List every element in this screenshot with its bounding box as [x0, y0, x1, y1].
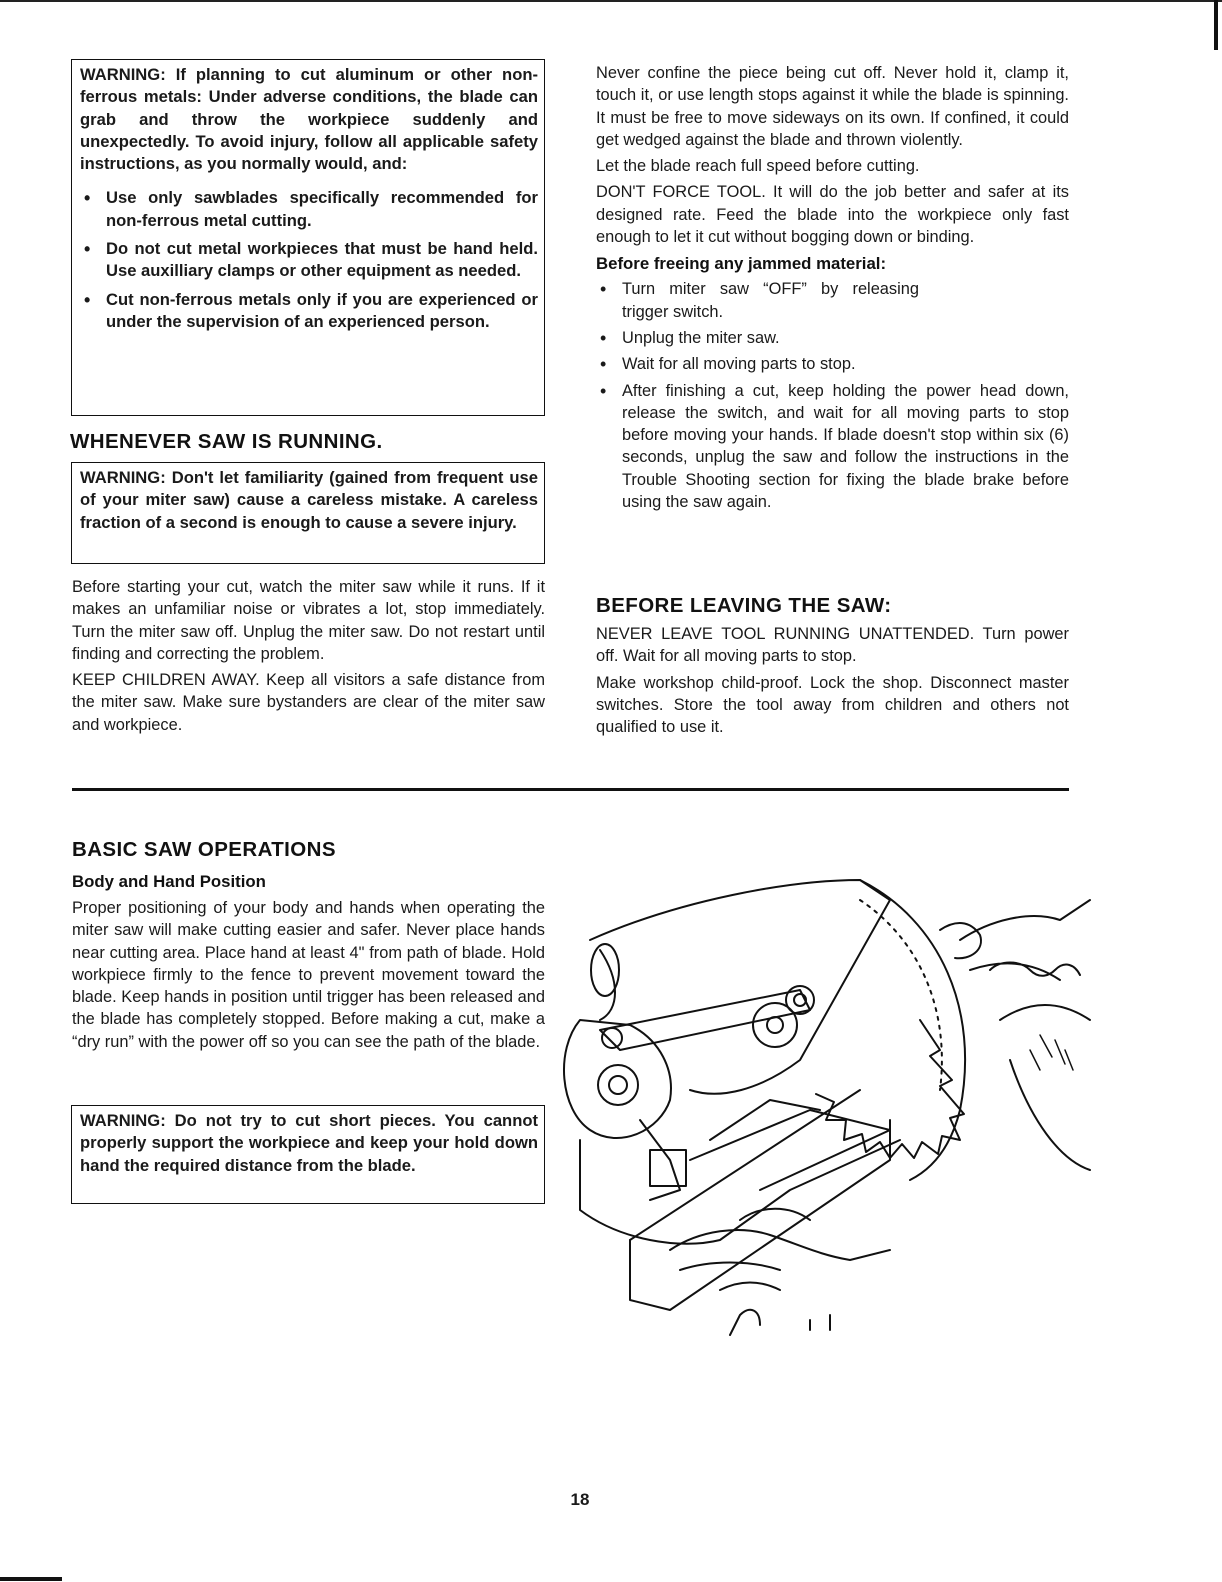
linkage-arm: [600, 990, 810, 1050]
whenever-running-heading: WHENEVER SAW IS RUNNING.: [70, 430, 383, 453]
warning-short-pieces-box: [71, 1105, 545, 1204]
saw-base: [580, 1140, 900, 1244]
list-item: • Wait for all moving parts to stop.: [596, 353, 1069, 375]
list-item: • After finishing a cut, keep holding the power head down, release the switch, and wait for all moving parts to stop before moving your hands. If blade doesn't stop within six (6) seconds, unplug the saw and follow the instructions in the Trouble Shooting section for fixing the blade brake before using the saw again.: [596, 380, 1069, 514]
warning-metals-list: [80, 187, 538, 333]
list-item: • Use only sawblades specifically recommended for non-ferrous metal cutting.: [80, 187, 538, 232]
right-forearm: [1000, 1005, 1090, 1170]
motor-housing: [564, 1020, 671, 1138]
blade-inner-arc: [860, 900, 942, 1090]
warning-metals-intro: WARNING: If planning to cut aluminum or other non-ferrous metals: Under adverse conditions, the blade can grab and throw the workpiece suddenly and unexpectedly. To avoid injury, follow all applicable safety instructions, as you normally would, and:: [80, 65, 538, 174]
running-para-2: KEEP CHILDREN AWAY. Keep all visitors a safe distance from the miter saw. Make sure bystanders are clear of the miter saw and workpiece.: [72, 671, 545, 734]
body-hand-para: Proper positioning of your body and hands when operating the miter saw will make cutting easier and safer. Never place hands near cutting area. Place hand at least 4" from path of blade. Hold workpiece firmly to the fence to prevent movement toward the blade. Keep hands in position until trigger has been released and the blade has completely stopped. Before making a cut, make a “dry run” with the power off so you can see the path of the blade.: [72, 899, 545, 1051]
page-number: 18: [570, 1490, 590, 1509]
fence: [690, 1110, 890, 1190]
before-leaving-heading: BEFORE LEAVING THE SAW:: [596, 594, 892, 617]
miter-saw-illustration: [560, 860, 1100, 1340]
leaving-para-2: Make workshop child-proof. Lock the shop. Disconnect master switches. Store the tool away from children and others not qualified to use it.: [596, 673, 1069, 737]
warning-familiarity-box: [71, 462, 545, 564]
running-para-1: Before starting your cut, watch the miter saw while it runs. If it makes an unfamiliar noise or vibrates a lot, stop immediately. Turn the miter saw off. Unplug the miter saw. Do not restart until finding and correcting the problem.: [72, 578, 545, 663]
leaving-para-1: NEVER LEAVE TOOL RUNNING UNATTENDED. Turn power off. Wait for all moving parts to stop.: [596, 625, 1069, 666]
top-rule: [0, 0, 1222, 2]
left-hand: [670, 1209, 890, 1270]
bottom-edge-mark: [0, 1577, 62, 1581]
section-divider: [72, 788, 1069, 791]
full-speed-para: Let the blade reach full speed before cutting.: [596, 157, 920, 176]
basic-ops-body: [72, 897, 545, 1053]
list-item: • Turn miter saw “OFF” by releasing trigger switch.: [596, 278, 1069, 323]
warning-short-pieces-text: WARNING: Do not try to cut short pieces. You cannot properly support the workpiece and keep your hold down hand the required distance from the blade.: [80, 1111, 538, 1175]
running-body: [72, 576, 545, 736]
list-item: • Unplug the miter saw.: [596, 327, 1069, 349]
basic-ops-heading: BASIC SAW OPERATIONS: [72, 838, 336, 861]
warning-familiarity-text: WARNING: Don't let familiarity (gained from frequent use of your miter saw) cause a careless mistake. A careless fraction of a second is enough to cause a severe injury.: [80, 468, 538, 532]
before-leaving-body: [596, 623, 1069, 738]
force-tool-para: DON'T FORCE TOOL. It will do the job better and safer at its designed rate. Feed the blade into the workpiece only fast enough to let it cut without bogging down or binding.: [596, 183, 1069, 247]
list-item: • Cut non-ferrous metals only if you are experienced or under the supervision of an experienced person.: [80, 289, 538, 334]
warning-metals-box: [71, 59, 545, 416]
jammed-list: [596, 278, 1069, 513]
jammed-heading: Before freeing any jammed material:: [596, 254, 887, 274]
list-item: • Do not cut metal workpieces that must be hand held. Use auxilliary clamps or other equipment as needed.: [80, 238, 538, 283]
right-column: [596, 62, 1069, 513]
right-hand: [960, 900, 1090, 980]
confine-para: Never confine the piece being cut off. Never hold it, clamp it, touch it, or use length stops against it while the blade is spinning. It must be free to move sideways on its own. If confined, it could get wedged against the blade and thrown violently.: [596, 64, 1069, 149]
body-hand-heading: Body and Hand Position: [72, 872, 266, 891]
upper-guard: [590, 880, 890, 1094]
right-edge-mark: [1214, 0, 1218, 50]
